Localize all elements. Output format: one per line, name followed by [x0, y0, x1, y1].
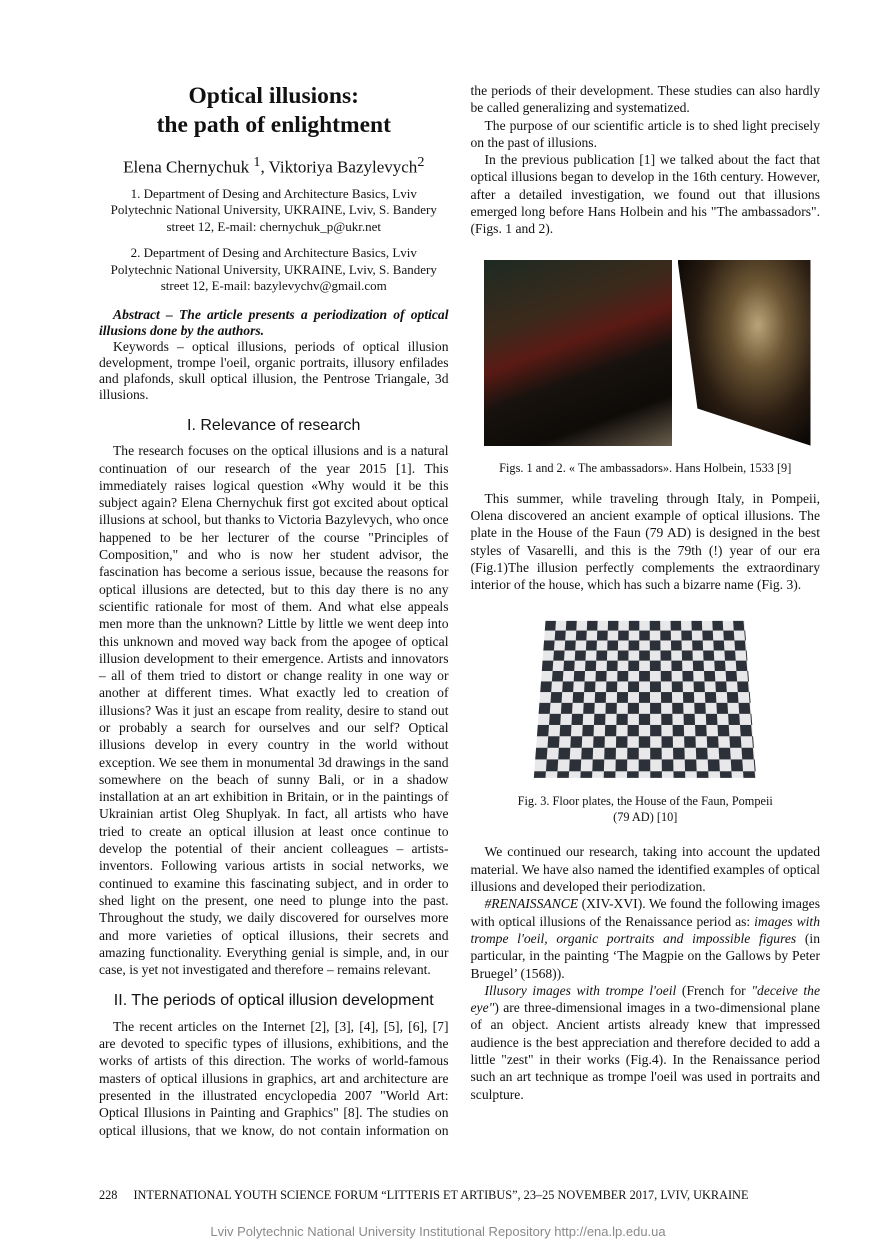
paragraph: The recent articles on the Internet [2], [3], [4], [5], [6], [7] are devoted to specific types of illusions, exhibitions, and the works of artists of this direction. The works of world-famous masters of optical illusions in graphics, art and architecture are presented in the illustrated encyclopedia 2007 "World Art: Optical Illusions in Painting and Graphics" [8]. The studies on optical illusions, that we know, do not contain information on the periods of their development. These studies can also hardly be called generalizing and systematized. [99, 83, 820, 1138]
figures-1-2 [484, 260, 821, 446]
paragraph: The research focuses on the optical illusions and is a natural continuation of our research of the year 2015 [1]. This immediately raises logical question «Why would it be this subject again? Elena Chernychuk first got excited about optical illusions at school, but thanks to Victoria Bazylevych, who once happened to be her lecturer of the course "Principles of Composition," and who is now her student advisor, the fascination has become a serious issue, because the reasons for optical illusions are detected, but to this day there is no any scientific rationale for most of them. And what else appeals men more than the unknown? Little by little we went deep into this unknown and moved way back from the apogee of optical illusion development to their emergence. Artists and innovators – all of them tried to distort or change reality in one way or another at different times. What exactly led to creation of illusions? Was it just an escape from reality, desire to stand out or probably a search for ourselves and our self? Optical illusions develop in every country in the world without exception. We see them in monumental 3d drawings in the sand somewhere on the beach of sunny Bali, or in a shadow installation at an art exhibition in Britain, or in the paintings of Ukrainian artist Oleg Shuplyak. In fact, all artists who have tried to create an optical illusion at least once continue to develop the potential of their ancient colleagues – artists-inventors. Following various artists in social networks, we continued to examine this fascinating subject, and in order to shed light on the present, one need to plunge into the past. Throughout the study, we daily discovered for ourselves more and more varieties of optical illusions, their secrets and amazing functionality. Everything genial is simple, and, in our case, is yet not investigated and therefore – remains relevant. [99, 443, 449, 978]
two-column-body [99, 82, 820, 1172]
paragraph [471, 895, 821, 981]
period-range: (XIV-XVI). [578, 896, 649, 912]
text: (in particular, in the painting ‘The Magpie on the Gallows by Peter Bruegel’ (1568)). [470, 930, 820, 981]
repository-watermark: Lviv Polytechnic National University Institutional Repository http://ena.lp.edu.ua [210, 1224, 666, 1239]
period-label: #RENAISSANCE [484, 896, 579, 912]
title-line: the path of enlightment [156, 112, 391, 138]
page-footer [99, 1188, 764, 1203]
text: We found the following images with optical illusions of the Renaissance period as: [470, 896, 820, 929]
affiliation-2: 2. Department of Desing and Architecture Basics, Lviv Polytechnic National University, UKRAINE, Lviv, S. Bandery street 12, E-mail: bazylevychv@gmail.com [110, 245, 437, 294]
paragraph: We continued our research, taking into account the updated material. We have also named the identified examples of optical illusions and developed their periodization. [470, 844, 820, 895]
caption-line: Fig. 3. Floor plates, the House of the Faun, Pompeii [517, 794, 773, 809]
floor-plates-image [534, 621, 756, 778]
section-heading: II. The periods of optical illusion development [113, 992, 434, 1010]
section-heading: I. Relevance of research [187, 416, 361, 434]
paragraph: The purpose of our scientific article is to shed light precisely on the past of illusions. [470, 117, 820, 150]
paragraph [471, 982, 821, 1103]
text: ) are three-dimensional images in a two-dimensional plane of an object. Ancient artists already knew that impressed audience is the best appreciation and therefore decided to add a little "zest" in their works (Fig.4). In the Renaissance period such an art technique as trompe l'oeil was used in portraits and sculpture. [470, 1000, 820, 1102]
caption-line: (79 AD) [10] [613, 810, 678, 825]
page-number: 228 [99, 1188, 118, 1202]
keywords: Keywords – optical illusions, periods of optical illusion development, trompe l'oeil, organic portraits, illusory enfilades and plafonds, skull optical illusion, the Pentrose Triangale, 3d illusions. [99, 338, 449, 402]
figure-caption: Figs. 1 and 2. « The ambassadors». Hans Holbein, 1533 [9] [499, 460, 792, 475]
skull-detail-image [678, 260, 811, 446]
emphasis: Illusory images with trompe l'oeil [484, 982, 677, 998]
figure-3 [471, 593, 821, 825]
abstract-text: The article presents a periodization of optical illusions done by the authors. [99, 306, 449, 338]
emphasis: images with trompe l'oeil, organic portraits and impossible figures [470, 913, 821, 946]
authors [99, 154, 449, 176]
author-sup: 2 [417, 154, 425, 170]
text: (French for [676, 982, 752, 998]
figure-caption [471, 793, 821, 825]
author-name: Elena Chernychuk [123, 157, 254, 177]
paper-title [99, 82, 449, 140]
footer-text: INTERNATIONAL YOUTH SCIENCE FORUM “LITTERIS ET ARTIBUS”, 23–25 NOVEMBER 2017, LVIV, UKRAINE [133, 1188, 749, 1202]
affiliation-1: 1. Department of Desing and Architecture Basics, Lviv Polytechnic National University, UKRAINE, Lviv, S. Bandery street 12, E-mail: chernychuk_p@ukr.net [110, 185, 437, 234]
abstract [99, 307, 449, 339]
title-line: Optical illusions: [188, 83, 359, 109]
author-sup: 1 [253, 154, 261, 170]
ambassadors-painting-image [484, 260, 672, 446]
paragraph: In the previous publication [1] we talked about the fact that optical illusions began to develop in the 16th century. However, after a detailed investigation, we found out that illusions emerged long before Hans Holbein and his "The ambassadors". (Figs. 1 and 2). [470, 152, 820, 237]
author-name: , Viktoriya Bazylevych [260, 157, 418, 177]
abstract-label: Abstract – [113, 306, 179, 322]
paragraph: This summer, while traveling through Italy, in Pompeii, Olena discovered an ancient example of optical illusions. The plate in the House of the Faun (79 AD) is designed in the best styles of Vasarelli, and this is the 79th (!) year of our era (Fig.1)The illusion perfectly complements the extraordinary interior of the house, which has such a bizarre name (Fig. 3). [470, 490, 820, 593]
emphasis: "deceive the eye" [470, 982, 820, 1016]
